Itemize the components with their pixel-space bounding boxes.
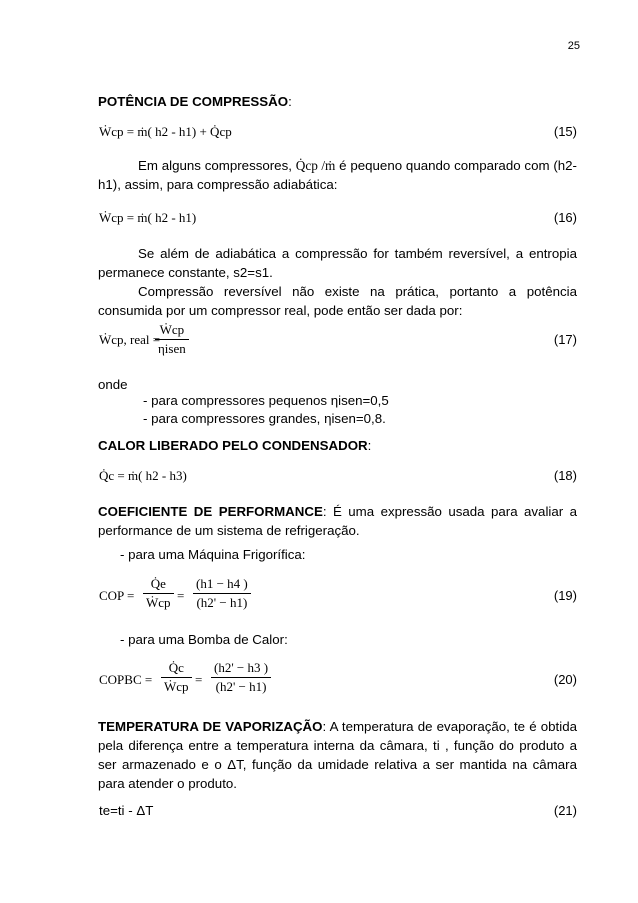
- equation-18: [99, 468, 577, 488]
- list-item: - para compressores grandes, ηisen=0,8.: [143, 411, 386, 426]
- paragraph-text: é pequeno quando comparado com (h2-h1), assim, para compressão adiabática:: [98, 158, 577, 192]
- fraction: [155, 322, 189, 357]
- heading-text: CALOR LIBERADO PELO CONDENSADOR: [98, 438, 368, 453]
- fraction-numerator: (h1 − h4 ): [193, 576, 251, 594]
- fraction-numerator: Ẇcp: [155, 322, 189, 340]
- equals-sign: =: [195, 672, 203, 687]
- fraction-denominator: Ẇcp: [146, 595, 171, 610]
- fraction: [143, 576, 174, 611]
- equation-expression: Ẇcp, real =: [99, 332, 161, 347]
- equation-expression: Q̇c = ṁ( h2 - h3): [99, 468, 187, 483]
- equation-16: [99, 210, 577, 230]
- paragraph-text: : É uma expressão usada para avaliar a performance de um sistema de refrigeração.: [98, 504, 578, 538]
- equation-number: (20): [553, 672, 577, 687]
- section-heading-temperatura: [98, 717, 577, 793]
- equation-number: (16): [553, 210, 577, 225]
- equation-expression: Ẇcp = ṁ( h2 - h1): [99, 210, 197, 225]
- fraction-denominator: (h2' − h1): [196, 595, 248, 610]
- fraction-numerator: Q̇e: [143, 576, 174, 594]
- paragraph-text: Em alguns compressores,: [138, 158, 296, 173]
- fraction: [161, 660, 192, 695]
- equation-number: (17): [553, 332, 577, 347]
- paragraph-reversivel: Compressão reversível não existe na prática, portanto a potência consumida por um compressor real, pode então ser dada por:: [98, 284, 577, 318]
- paragraph-compressores: [98, 156, 577, 194]
- equation-expression: COP =: [99, 588, 135, 603]
- list-item-maquina: - para uma Máquina Frigorífica:: [120, 547, 306, 562]
- equals-sign: =: [177, 588, 185, 603]
- heading-text: TEMPERATURA DE VAPORIZAÇÃO: [98, 719, 323, 734]
- fraction: [211, 660, 271, 695]
- page-number: 25: [567, 40, 580, 52]
- equation-expression: Ẇcp = ṁ( h2 - h1) + Q̇cp: [99, 124, 232, 139]
- fraction-denominator: ηisen: [158, 341, 186, 356]
- equation-21: [99, 803, 577, 823]
- equation-number: (18): [553, 468, 577, 483]
- equation-19: [99, 576, 577, 618]
- equation-number: (19): [553, 588, 577, 603]
- equation-17: [99, 322, 577, 362]
- heading-text: POTÊNCIA DE COMPRESSÃO: [98, 94, 289, 109]
- section-heading-calor: [98, 436, 577, 455]
- fraction: [193, 576, 251, 611]
- equation-number: (21): [553, 803, 577, 818]
- list-item: - para compressores pequenos ηisen=0,5: [143, 393, 389, 408]
- equation-expression: COPBC =: [99, 672, 153, 687]
- equation-expression: te=ti - ΔT: [99, 803, 154, 818]
- section-heading-cop: [98, 502, 577, 540]
- heading-colon: :: [367, 438, 372, 453]
- fraction-denominator: (h2' − h1): [215, 679, 267, 694]
- list-item-bomba: - para uma Bomba de Calor:: [120, 632, 288, 647]
- equation-number: (15): [553, 124, 577, 139]
- paragraph-adiabatica: Se além de adiabática a compressão for também reversível, a entropia permanece constante, s2=s1.: [98, 246, 577, 280]
- fraction-numerator: (h2' − h3 ): [211, 660, 271, 678]
- fraction-numerator: Q̇c: [161, 660, 192, 678]
- section-heading-potencia: [98, 92, 577, 111]
- heading-colon: :: [288, 94, 292, 109]
- paragraph-text: : A temperatura de evaporação, te é obtida pela diferença entre a temperatura interna da câmara, ti , função do produto a ser armazenado e o ΔT, função da umidade relativa a ser mantida na câmara para atender o produto.: [98, 719, 577, 791]
- inline-ratio: Q̇cp /ṁ: [295, 158, 336, 173]
- heading-text: COEFICIENTE DE PERFORMANCE: [98, 504, 323, 519]
- fraction-denominator: Ẇcp: [164, 679, 189, 694]
- onde-label: onde: [98, 377, 128, 392]
- equation-15: [99, 124, 577, 144]
- equation-20: [99, 660, 577, 702]
